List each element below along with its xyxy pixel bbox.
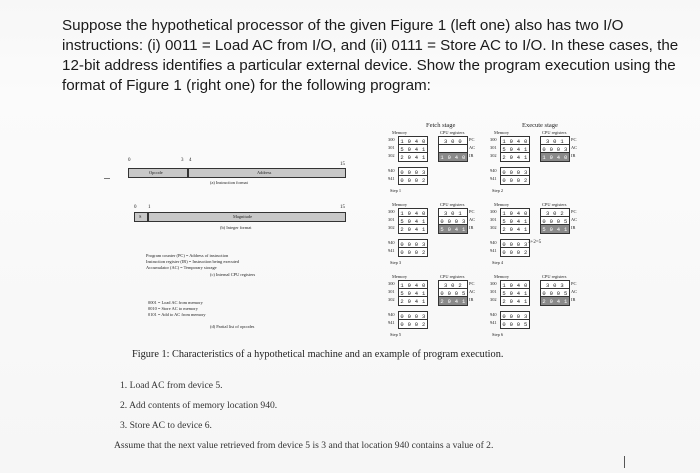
- memory-label: Memory: [494, 130, 510, 135]
- cpu-registers-label: CPU registers: [542, 202, 567, 207]
- memory-address: 940: [388, 168, 395, 173]
- memory-address: 302: [490, 225, 497, 230]
- caption-d: (d) Partial list of opcodes: [210, 324, 255, 329]
- register-ir: 1 9 4 0: [540, 152, 570, 162]
- memory-address: 301: [490, 289, 497, 294]
- cpu-registers-label: CPU registers: [440, 202, 465, 207]
- memory-cell: 0 0 0 3: [398, 239, 428, 249]
- memory-cell: 0 0 0 2: [500, 247, 530, 257]
- step-panel-1: [388, 130, 484, 200]
- memory-cell: 5 9 4 1: [398, 288, 428, 298]
- memory-label: Memory: [392, 274, 408, 279]
- memory-cell: 0 0 0 2: [398, 319, 428, 329]
- cpu-registers-label: CPU registers: [440, 130, 465, 135]
- cpu-registers-label: CPU registers: [542, 274, 567, 279]
- step-label: Step 4: [492, 260, 504, 265]
- memory-cell: 5 9 4 1: [398, 144, 428, 154]
- memory-address: 941: [388, 248, 395, 253]
- question-text: Suppose the hypothetical processor of the given Figure 1 (left one) also has two I/O instructions: (i) 0011 = Load AC from I/O, and (ii) 0111 = Store AC to I/O. In these cases, the 12-bit address identifies a particular external device. Show the program execution using the format of Figure 1 (right one) for the following program:: [62, 17, 679, 94]
- bit-1-b: 1: [148, 205, 151, 210]
- fetch-stage-label: Fetch stage: [426, 122, 456, 129]
- register-label: IR: [469, 153, 474, 158]
- register-ir: 5 9 4 1: [438, 224, 468, 234]
- bit-15-b: 15: [340, 205, 345, 210]
- execute-stage-label: Execute stage: [522, 122, 558, 129]
- register-ir: 2 9 4 1: [540, 296, 570, 306]
- program-step-2: 2. Add contents of memory location 940.: [120, 400, 278, 411]
- figure-caption: Figure 1: Characteristics of a hypothetical machine and an example of program execution.: [132, 349, 504, 360]
- memory-cell: 0 0 0 3: [500, 311, 530, 321]
- figure-1: [110, 112, 590, 352]
- register-pc: 3 0 2: [540, 208, 570, 218]
- register-label: PC: [571, 281, 577, 286]
- memory-cell: 0 0 0 5: [500, 319, 530, 329]
- memory-address: 301: [490, 217, 497, 222]
- memory-address: 300: [490, 137, 497, 142]
- step-label: Step 3: [390, 260, 402, 265]
- magnitude-field: Magnitude: [148, 212, 346, 222]
- memory-cell: 5 9 4 1: [500, 144, 530, 154]
- cpu-registers-label: CPU registers: [542, 130, 567, 135]
- register-label: PC: [469, 281, 475, 286]
- register-ir: 2 9 4 1: [438, 296, 468, 306]
- bit-4: 4: [189, 158, 192, 163]
- register-ir: 5 9 4 1: [540, 224, 570, 234]
- memory-address: 940: [490, 240, 497, 245]
- caption-a: (a) Instruction format: [210, 180, 248, 185]
- memory-label: Memory: [392, 130, 408, 135]
- address-field: Address: [188, 168, 346, 178]
- register-ir: 1 9 4 0: [438, 152, 468, 162]
- memory-label: Memory: [494, 202, 510, 207]
- program-list: [120, 380, 277, 440]
- register-label: IR: [469, 225, 474, 230]
- memory-cell: 0 0 0 3: [398, 311, 428, 321]
- memory-address: 941: [490, 248, 497, 253]
- memory-cell: 1 9 4 0: [500, 208, 530, 218]
- step-panel-3: [388, 202, 484, 272]
- memory-address: 940: [388, 240, 395, 245]
- memory-address: 300: [388, 209, 395, 214]
- memory-address: 940: [490, 168, 497, 173]
- register-label: AC: [469, 289, 476, 294]
- opcode-store: 0010 = Store AC to memory: [148, 306, 198, 311]
- memory-cell: 0 0 0 3: [398, 167, 428, 177]
- memory-address: 301: [388, 217, 395, 222]
- memory-cell: 5 9 4 1: [398, 216, 428, 226]
- register-label: IR: [571, 297, 576, 302]
- register-pc: 3 0 3: [540, 280, 570, 290]
- memory-address: 941: [388, 320, 395, 325]
- step-panel-4: [490, 202, 586, 272]
- caption-c: (c) Internal CPU registers: [210, 272, 256, 277]
- step-panel-2: [490, 130, 586, 200]
- register-ac: 0 0 0 5: [540, 288, 570, 298]
- register-label: AC: [571, 217, 578, 222]
- memory-cell: 0 0 0 3: [500, 239, 530, 249]
- memory-cell: 2 9 4 1: [398, 152, 428, 162]
- register-label: IR: [469, 297, 474, 302]
- bit-15: 15: [340, 162, 345, 167]
- register-ir: Instruction register (IR) = Instruction being executed: [146, 259, 239, 264]
- register-ac: Accumulator (AC) = Temporary storage: [146, 265, 217, 270]
- register-label: IR: [571, 153, 576, 158]
- memory-cell: 1 9 4 0: [500, 136, 530, 146]
- memory-cell: 2 9 4 1: [398, 296, 428, 306]
- memory-cell: 1 9 4 0: [500, 280, 530, 290]
- bit-3: 3: [181, 158, 184, 163]
- step-panel-5: [388, 274, 484, 344]
- sum-annotation: 3+2=5: [528, 240, 542, 245]
- register-label: AC: [469, 145, 476, 150]
- opcode-field: Opcode: [128, 168, 188, 178]
- memory-label: Memory: [494, 274, 510, 279]
- memory-cell: 5 9 4 1: [500, 288, 530, 298]
- memory-address: 940: [490, 312, 497, 317]
- memory-cell: 2 9 4 1: [500, 152, 530, 162]
- memory-cell: 1 9 4 0: [398, 136, 428, 146]
- memory-address: 300: [388, 137, 395, 142]
- step-label: Step 6: [492, 332, 504, 337]
- memory-address: 301: [490, 145, 497, 150]
- register-pc: 3 0 1: [540, 136, 570, 146]
- memory-cell: 2 9 4 1: [398, 224, 428, 234]
- bit-0: 0: [128, 158, 131, 163]
- memory-address: 302: [490, 297, 497, 302]
- memory-address: 302: [388, 153, 395, 158]
- register-label: PC: [571, 209, 577, 214]
- program-step-3: 3. Store AC to device 6.: [120, 420, 212, 431]
- step-label: Step 1: [390, 188, 402, 193]
- register-ac: 0 0 0 3: [540, 144, 570, 154]
- register-pc: Program counter (PC) = Address of instruction: [146, 253, 229, 258]
- memory-address: 302: [388, 297, 395, 302]
- memory-cell: 0 0 0 2: [500, 175, 530, 185]
- memory-address: 940: [388, 312, 395, 317]
- side-mark: [104, 178, 110, 179]
- assumption-note: Assume that the next value retrieved from device 5 is 3 and that location 940 contains a value of 2.: [114, 440, 494, 451]
- caption-b: (b) Integer format: [220, 225, 252, 230]
- opcode-load: 0001 = Load AC from memory: [148, 300, 203, 305]
- register-ac: 0 0 0 5: [540, 216, 570, 226]
- register-label: AC: [571, 289, 578, 294]
- memory-cell: 0 0 0 2: [398, 175, 428, 185]
- register-label: AC: [469, 217, 476, 222]
- memory-cell: 0 0 0 3: [500, 167, 530, 177]
- memory-cell: 0 0 0 2: [398, 247, 428, 257]
- step-label: Step 2: [492, 188, 504, 193]
- register-label: IR: [571, 225, 576, 230]
- register-label: PC: [469, 209, 475, 214]
- program-step-1: 1. Load AC from device 5.: [120, 380, 223, 391]
- memory-address: 300: [490, 209, 497, 214]
- sign-field: S: [134, 212, 148, 222]
- memory-address: 301: [388, 145, 395, 150]
- cpu-registers-label: CPU registers: [440, 274, 465, 279]
- memory-address: 302: [388, 225, 395, 230]
- register-label: PC: [469, 137, 475, 142]
- register-ac: 0 0 0 5: [438, 288, 468, 298]
- register-pc: 3 0 0: [438, 136, 468, 146]
- opcode-add: 0101 = Add to AC from memory: [148, 312, 206, 317]
- register-ac: 0 0 0 3: [438, 216, 468, 226]
- memory-address: 301: [388, 289, 395, 294]
- memory-cell: 5 9 4 1: [500, 216, 530, 226]
- step-panel-6: [490, 274, 586, 344]
- memory-address: 941: [388, 176, 395, 181]
- memory-cell: 1 9 4 0: [398, 280, 428, 290]
- memory-label: Memory: [392, 202, 408, 207]
- register-pc: 3 0 2: [438, 280, 468, 290]
- register-pc: 3 0 1: [438, 208, 468, 218]
- text-cursor: [624, 456, 625, 468]
- memory-address: 941: [490, 320, 497, 325]
- bit-0-b: 0: [134, 205, 137, 210]
- memory-address: 300: [490, 281, 497, 286]
- memory-cell: 1 9 4 0: [398, 208, 428, 218]
- memory-address: 302: [490, 153, 497, 158]
- memory-cell: 2 9 4 1: [500, 296, 530, 306]
- register-label: PC: [571, 137, 577, 142]
- register-label: AC: [571, 145, 578, 150]
- memory-address: 300: [388, 281, 395, 286]
- step-label: Step 5: [390, 332, 402, 337]
- memory-address: 941: [490, 176, 497, 181]
- memory-cell: 2 9 4 1: [500, 224, 530, 234]
